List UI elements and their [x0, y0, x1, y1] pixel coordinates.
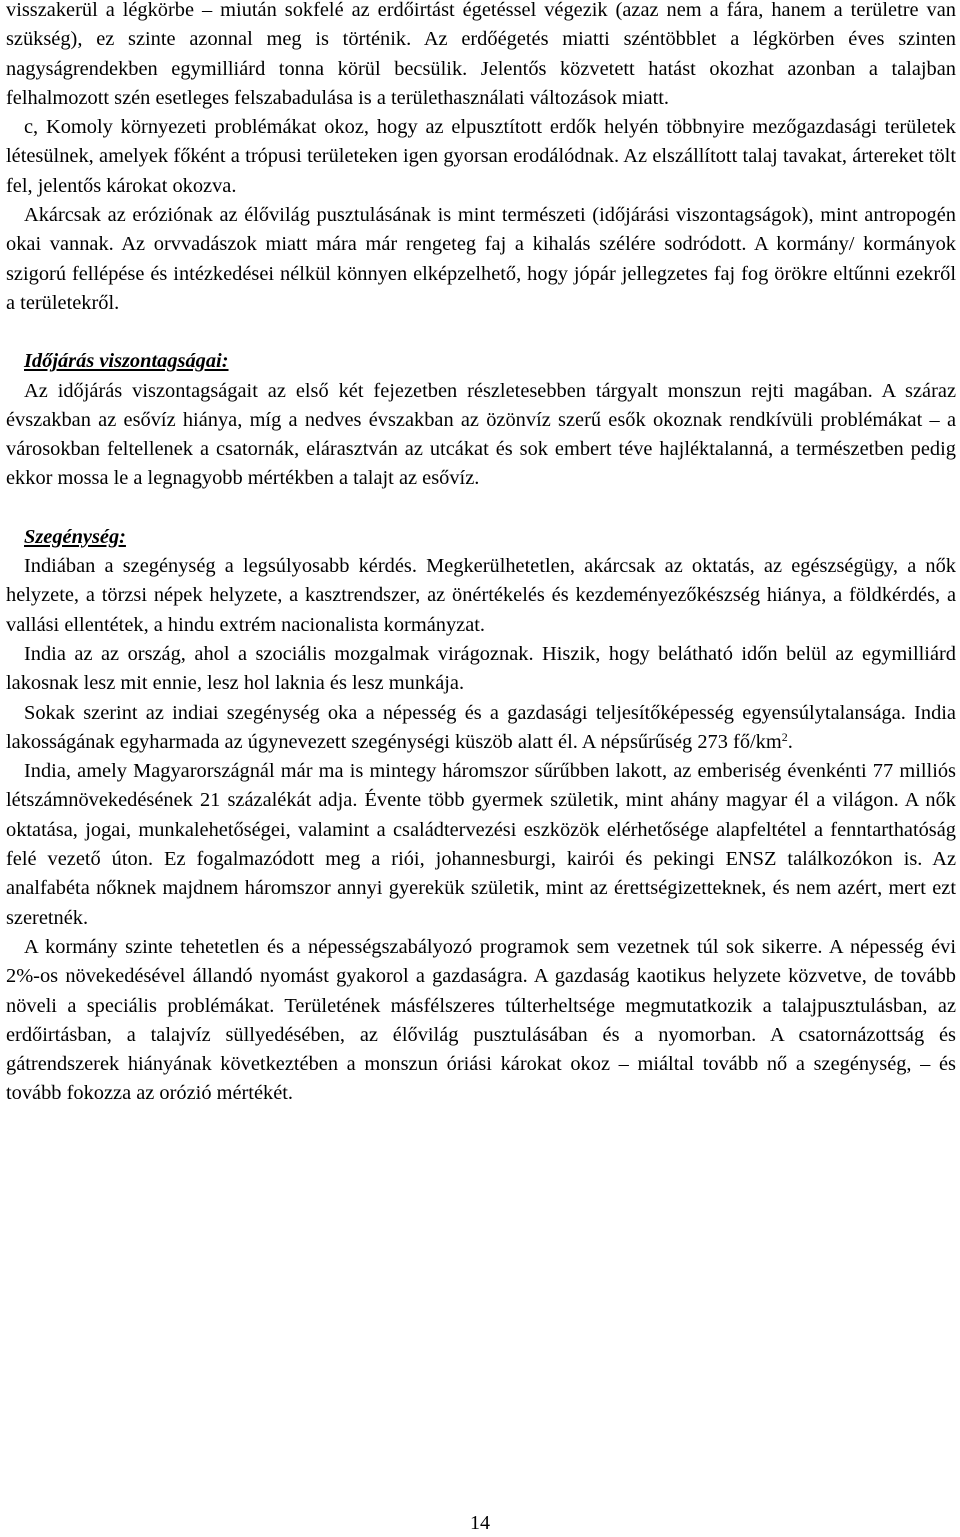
paragraph-poverty-intro: Indiában a szegénység a legsúlyosabb kérdés. Megkerülhetetlen, akárcsak az oktatás, az egészségügy, a nők helyzete, a törzsi népek helyzete, a kasztrendszer, az önértékelés és kezdeményezőkészség hiánya, a földkérdés, a vallási ellentétek, a hindu extrém nacionalista kormányzat. — [6, 555, 956, 636]
section-gap — [6, 318, 956, 347]
page-body — [6, 0, 956, 1109]
population-density-text: Sokak szerint az indiai szegénység oka a népesség és a gazdasági teljesítőképesség egyensúlytalansága. India lakosságának egyharmada az úgynevezett szegénységi küszöb alatt él. A népsűrűség 273 fő/km — [6, 701, 956, 753]
section-heading-weather: Időjárás viszontagságai: — [24, 350, 229, 373]
section-heading-poverty: Szegénység: — [24, 525, 126, 548]
paragraph-social-movements: India az az ország, ahol a szociális mozgalmak virágoznak. Hiszik, hogy belátható időn belül az egymilliárd lakosnak lesz mit ennie, lesz hol laknia és lesz munkája. — [6, 642, 956, 695]
paragraph-erosion: c, Komoly környezeti problémákat okoz, hogy az elpusztított erdők helyén többnyire mezőgazdasági területek létesülnek, amelyek főként a trópusi területeken igen gyorsan erodálódnak. Az elszállított talaj tavakat, ártereket tölt fel, jelentős károkat okozva. — [6, 116, 956, 197]
section-gap — [6, 494, 956, 523]
paragraph-wildlife-loss: Akárcsak az eróziónak az élővilág pusztulásának is mint természeti (időjárási viszontagságok), mint antropogén okai vannak. Az orvvadászok miatt mára már rengeteg faj a kihalás szélére sodródott. A kormány/ kormányok szigorú fellépése és intézkedései nélkül könnyen elképzelhető, hogy jópár jellegzetes faj fog örökre eltűnni ezekről a területekről. — [6, 204, 956, 314]
paragraph-government: A kormány szinte tehetetlen és a népességszabályozó programok sem vezetnek túl sok sikerre. A népesség évi 2%-os növekedésével állandó nyomást gyakorol a gazdaságra. A gazdaság kaotikus helyzete közvetve, de tovább növeli a speciális problémákat. Területének másfélszeres túlterheltsége megmutatkozik a talajpusztulásban, az erdőirtásban, a talajvíz süllyedésében, az élővilág pusztulásában és a nyomorban. A csatornázottság és gátrendszerek hiányának következtében a monszun óriási károkat okoz – miáltal tovább nő a szegénység, – és tovább fokozza az orózió mértékét. — [6, 935, 956, 1105]
paragraph-monsoon: Az időjárás viszontagságait az első két fejezetben részletesebben tárgyalt monszun rejti magában. A száraz évszakban az esővíz hiánya, míg a nedves évszakban az özönvíz szerű esők okoznak rendkívüli problémákat – a városokban feltellenek a csatornák, elárasztván az utcákat és sok embert téve hajléktalanná, a természetben pedig ekkor mossa le a legnagyobb mértékben a talajt az esővíz. — [6, 379, 956, 490]
paragraph-population-growth: India, amely Magyarországnál már ma is mintegy háromszor sűrűbben lakott, az emberiség évenkénti 77 milliós létszámnövekedésének 21 százalékát adja. Évente több gyermek születik, mint ahány magyar él a világon. A nők oktatása, jogai, munkalehetőségei, valamint a családtervezési eszközök elérhetősége alapfeltétel a fenntarthatóság felé vezető úton. Ez fogalmazódott meg a riói, johannesburgi, kairói és pekingi ENSZ találkozókon is. Az analfabéta nőknek majdnem háromszor annyi gyerekük születik, mint az érettségizetteknek, és nem azért, mert ezt szeretnék. — [6, 760, 956, 929]
paragraph-population-density — [6, 699, 956, 758]
page-number: 14 — [470, 1512, 490, 1534]
superscript-two: 2 — [781, 729, 788, 744]
sentence-end: . — [787, 730, 793, 753]
paragraph-deforestation-carbon: visszakerül a légkörbe – miután sokfelé az erdőirtást égetéssel végezik (azaz nem a fára, hanem a területre van szükség), ez szinte azonnal meg is történik. Az erdőégetés miatti széntöbblet a légkörben éves szinten nagyságrendekben egymilliárd tonna körül becsülik. Jelentős közvetett hatást okozhat azonban a talajban felhalmozott szén esetleges felszabadulása is a területhasználati változások miatt. — [6, 0, 956, 109]
